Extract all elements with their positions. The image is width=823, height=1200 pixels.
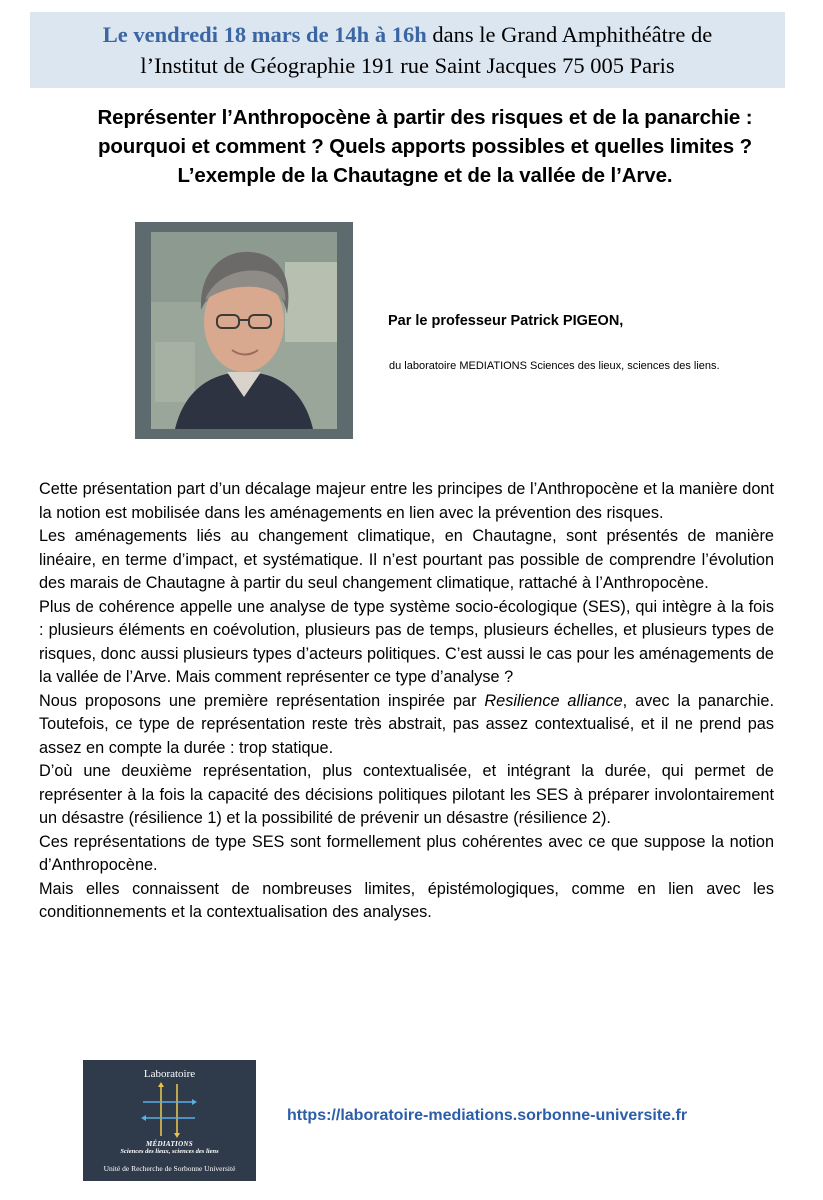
title-line-2: pourquoi et comment ? Quels apports possibles et quelles limites ? — [97, 135, 753, 158]
event-banner — [30, 12, 785, 88]
abstract-text — [39, 478, 774, 925]
event-date: Le vendredi 18 mars de 14h à 16h — [102, 22, 427, 47]
title-line-1: Représenter l’Anthropocène à partir des risques et de la panarchie : — [97, 106, 753, 129]
conference-title — [40, 103, 810, 190]
paragraph-3: Plus de cohérence appelle une analyse de type système socio-écologique (SES), qui intègre à la fois : plusieurs éléments en coévolution, plusieurs pas de temps, plusieurs échelles, et plusieurs types de risques, donc aussi plusieurs types d’acteurs politiques. C’est aussi le cas pour les aménagements de la vallée de l’Arve. Mais comment représenter ce type d’analyse ? — [39, 597, 774, 686]
crossing-arrows-icon — [141, 1082, 197, 1138]
resilience-alliance-emphasis: Resilience alliance — [484, 691, 623, 710]
event-place-line1: dans le Grand Amphithéâtre de — [426, 22, 713, 47]
title-line-3: L’exemple de la Chautagne et de la vallée de l’Arve. — [177, 164, 673, 187]
speaker-name: Par le professeur Patrick PIGEON, — [388, 313, 624, 329]
paragraph-1: Cette présentation part d’un décalage majeur entre les principes de l’Anthropocène et la manière dont la notion est mobilisée dans les aménagements en lien avec la prévention des risques. — [39, 480, 774, 522]
event-place-line2: l’Institut de Géographie 191 rue Saint Jacques 75 005 Paris — [140, 53, 675, 78]
mediations-lab-logo — [83, 1060, 256, 1181]
logo-subtitle: Sciences des lieux, sciences des liens — [120, 1148, 219, 1155]
paragraph-6: Ces représentations de type SES sont formellement plus cohérentes avec ce que suppose la notion d’Anthropocène. — [39, 832, 774, 874]
logo-name: MÉDIATIONS — [146, 1140, 193, 1148]
lab-website-link[interactable]: https://laboratoire-mediations.sorbonne-universite.fr — [287, 1107, 688, 1124]
speaker-portrait-image — [135, 222, 353, 439]
logo-top-text: Laboratoire — [143, 1068, 196, 1080]
paragraph-2: Les aménagements liés au changement climatique, en Chautagne, sont présentés de manière linéaire, en terme d’impact, et systématique. Il n’est pourtant pas possible de comprendre l’évolution des marais de Chautagne à partir du seul changement climatique, rattaché à l’Anthropocène. — [39, 527, 774, 592]
speaker-photo — [135, 222, 353, 439]
paragraph-4 — [39, 690, 774, 761]
paragraph-4-end: , avec la panarchie. Toutefois, ce type de représentation reste très abstrait, pas assez contextualisé, et il ne prend pas assez en compte la durée : trop statique. — [39, 691, 774, 757]
speaker-lab: du laboratoire MEDIATIONS Sciences des lieux, sciences des liens. — [389, 360, 720, 372]
logo-bottom-text: Unité de Recherche de Sorbonne Université — [103, 1164, 236, 1173]
paragraph-4-start: Nous proposons une première représentation inspirée par — [39, 691, 485, 710]
paragraph-5: D’où une deuxième représentation, plus contextualisée, et intégrant la durée, qui permet de représenter à la fois la capacité des décisions politiques pilotant les SES à préparer involontairement un désastre (résilience 1) et la possibilité de prévenir un désastre (résilience 2). — [39, 762, 774, 827]
paragraph-7: Mais elles connaissent de nombreuses limites, épistémologiques, comme en lien avec les conditionnements et la contextualisation des analyses. — [39, 879, 774, 921]
